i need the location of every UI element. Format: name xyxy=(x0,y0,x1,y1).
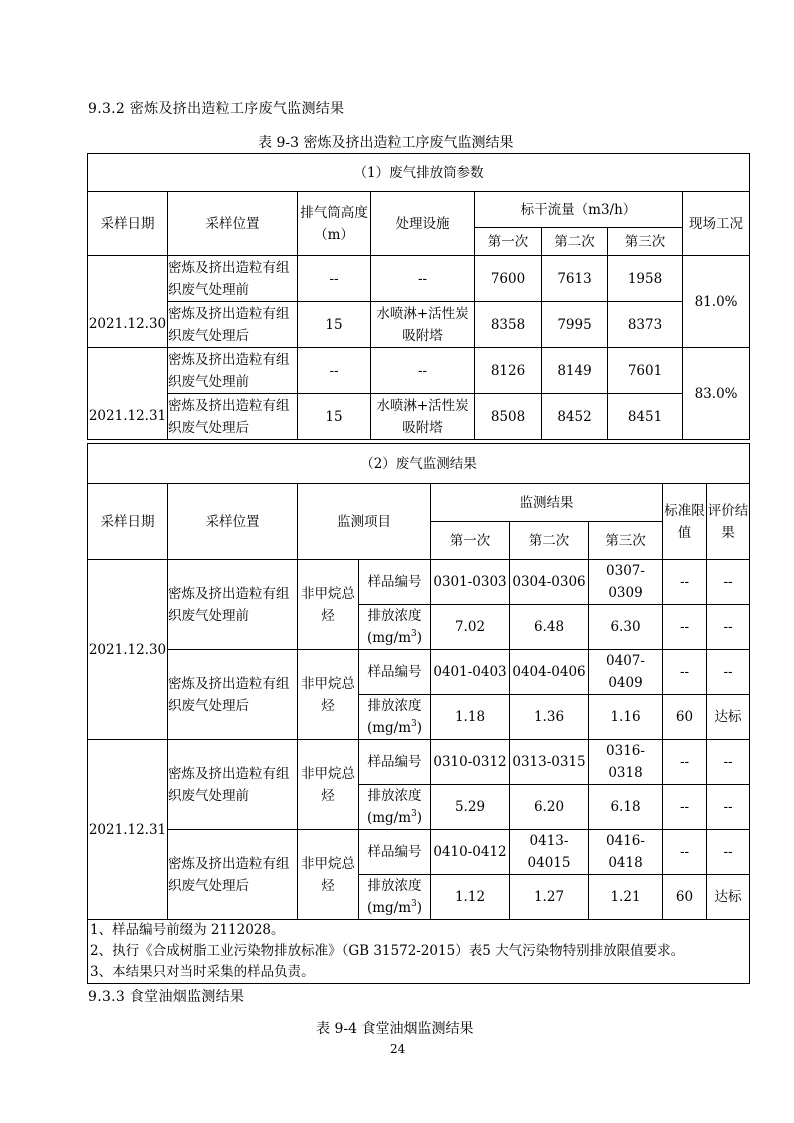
table-row xyxy=(88,348,750,394)
conc-label-text: 排放浓度 xyxy=(367,878,422,894)
conc-label-text: 排放浓度 xyxy=(367,698,422,714)
limit-cell: -- xyxy=(663,785,707,830)
conc-cell: 6.20 xyxy=(510,785,589,830)
limit-cell: 60 xyxy=(663,695,707,740)
header-run2: 第二次 xyxy=(542,228,608,256)
sample-no-cell: 0307-0309 xyxy=(589,560,663,605)
header-date: 采样日期 xyxy=(88,192,168,256)
height-cell: 15 xyxy=(298,302,371,348)
table-row xyxy=(88,650,750,695)
conc-unit: $(mg/m^3)$ xyxy=(366,629,423,646)
location-cell: 密炼及挤出造粒有组织废气处理前 xyxy=(168,348,298,394)
conc-cell: 6.48 xyxy=(510,605,589,650)
conc-cell: 6.18 xyxy=(589,785,663,830)
header-run1: 第一次 xyxy=(431,522,510,560)
conc-cell: 1.21 xyxy=(589,875,663,920)
table-row xyxy=(88,560,750,605)
flow-cell: 7601 xyxy=(608,348,683,394)
date-cell: 2021.12.30 xyxy=(88,256,168,348)
header-run3: 第三次 xyxy=(608,228,683,256)
sample-no-cell: 0416-0418 xyxy=(589,830,663,875)
sample-no-cell: 0413-04015 xyxy=(510,830,589,875)
sample-no-cell: 0304-0306 xyxy=(510,560,589,605)
sample-no-cell: 0401-0403 xyxy=(431,650,510,695)
sample-no-cell: 0301-0303 xyxy=(431,560,510,605)
flow-cell: 8508 xyxy=(475,394,542,440)
location-cell: 密炼及挤出造粒有组织废气处理前 xyxy=(168,740,298,830)
header-location: 采样位置 xyxy=(168,484,298,560)
conc-label-text: 排放浓度 xyxy=(367,788,422,804)
flow-cell: 8451 xyxy=(608,394,683,440)
eval-cell: -- xyxy=(707,785,750,830)
header-run1: 第一次 xyxy=(475,228,542,256)
flow-cell: 8149 xyxy=(542,348,608,394)
conc-cell: 1.18 xyxy=(431,695,510,740)
limit-cell: -- xyxy=(663,740,707,785)
eval-cell: -- xyxy=(707,560,750,605)
pollutant-cell: 非甲烷总烃 xyxy=(298,560,359,650)
facility-cell: 水喷淋+活性炭吸附塔 xyxy=(371,394,475,440)
table-notes xyxy=(88,920,750,984)
sample-no-cell: 0410-0412 xyxy=(431,830,510,875)
eval-cell: -- xyxy=(707,740,750,785)
eval-cell: -- xyxy=(707,830,750,875)
part1-title: （1）废气排放筒参数 xyxy=(88,154,750,192)
flow-cell: 8373 xyxy=(608,302,683,348)
sample-no-cell: 0316-0318 xyxy=(589,740,663,785)
eval-cell: 达标 xyxy=(707,695,750,740)
height-cell: 15 xyxy=(298,394,371,440)
note-item: 3、本结果只对当时采集的样品负责。 xyxy=(90,964,315,980)
notes-row xyxy=(88,920,750,984)
date-cell: 2021.12.31 xyxy=(88,348,168,440)
date-cell: 2021.12.31 xyxy=(88,740,168,920)
header-limit: 标准限值 xyxy=(663,484,707,560)
note-item: 2、执行《合成树脂工业污染物排放标准》（GB 31572-2015）表5 大气污染物特别排放限值要求。 xyxy=(90,943,685,959)
sample-no-cell: 0313-0315 xyxy=(510,740,589,785)
location-cell: 密炼及挤出造粒有组织废气处理前 xyxy=(168,256,298,302)
eval-cell: -- xyxy=(707,650,750,695)
conc-unit: $(mg/m^3)$ xyxy=(366,719,423,736)
conc-label xyxy=(359,875,431,920)
header-date: 采样日期 xyxy=(88,484,168,560)
conc-cell: 1.36 xyxy=(510,695,589,740)
sample-no-label: 样品编号 xyxy=(359,830,431,875)
header-facility: 处理设施 xyxy=(371,192,475,256)
table-row xyxy=(88,256,750,302)
flow-cell: 1958 xyxy=(608,256,683,302)
height-cell: -- xyxy=(298,256,371,302)
emission-results-table xyxy=(87,443,750,984)
flow-cell: 7600 xyxy=(475,256,542,302)
header-run2: 第二次 xyxy=(510,522,589,560)
facility-cell: -- xyxy=(371,256,475,302)
eval-cell: -- xyxy=(707,605,750,650)
facility-cell: 水喷淋+活性炭吸附塔 xyxy=(371,302,475,348)
sample-no-cell: 0404-0406 xyxy=(510,650,589,695)
conc-cell: 1.27 xyxy=(510,875,589,920)
location-cell: 密炼及挤出造粒有组织废气处理前 xyxy=(168,560,298,650)
location-cell: 密炼及挤出造粒有组织废气处理后 xyxy=(168,302,298,348)
conc-cell: 6.30 xyxy=(589,605,663,650)
condition-cell: 83.0% xyxy=(683,348,750,440)
conc-cell: 1.12 xyxy=(431,875,510,920)
sample-no-label: 样品编号 xyxy=(359,560,431,605)
table-caption-9-4: 表 9-4 食堂油烟监测结果 xyxy=(316,1021,474,1037)
eval-cell: 达标 xyxy=(707,875,750,920)
location-cell: 密炼及挤出造粒有组织废气处理后 xyxy=(168,394,298,440)
flow-cell: 8126 xyxy=(475,348,542,394)
flow-cell: 8358 xyxy=(475,302,542,348)
pollutant-cell: 非甲烷总烃 xyxy=(298,740,359,830)
table-caption-9-3: 表 9-3 密炼及挤出造粒工序废气监测结果 xyxy=(258,135,514,151)
location-cell: 密炼及挤出造粒有组织废气处理后 xyxy=(168,650,298,740)
sample-no-cell: 0407-0409 xyxy=(589,650,663,695)
location-cell: 密炼及挤出造粒有组织废气处理后 xyxy=(168,830,298,920)
table-row xyxy=(88,394,750,440)
date-cell: 2021.12.30 xyxy=(88,560,168,740)
conc-cell: 7.02 xyxy=(431,605,510,650)
conc-label xyxy=(359,785,431,830)
conc-cell: 5.29 xyxy=(431,785,510,830)
pollutant-cell: 非甲烷总烃 xyxy=(298,650,359,740)
limit-cell: -- xyxy=(663,830,707,875)
facility-cell: -- xyxy=(371,348,475,394)
limit-cell: -- xyxy=(663,605,707,650)
limit-cell: -- xyxy=(663,560,707,605)
page-number: 24 xyxy=(390,1042,406,1056)
conc-unit: $(mg/m^3)$ xyxy=(366,899,423,916)
conc-label xyxy=(359,605,431,650)
header-condition: 现场工况 xyxy=(683,192,750,256)
table-row xyxy=(88,740,750,785)
header-run3: 第三次 xyxy=(589,522,663,560)
conc-label-text: 排放浓度 xyxy=(367,608,422,624)
table-row xyxy=(88,302,750,348)
flow-cell: 7613 xyxy=(542,256,608,302)
sample-no-label: 样品编号 xyxy=(359,650,431,695)
header-location: 采样位置 xyxy=(168,192,298,256)
part2-title: （2）废气监测结果 xyxy=(88,444,750,484)
sample-no-cell: 0310-0312 xyxy=(431,740,510,785)
conc-cell: 1.16 xyxy=(589,695,663,740)
section-heading-932: 9.3.2 密炼及挤出造粒工序废气监测结果 xyxy=(88,101,345,117)
conc-label xyxy=(359,695,431,740)
header-item: 监测项目 xyxy=(298,484,431,560)
flow-cell: 8452 xyxy=(542,394,608,440)
pollutant-cell: 非甲烷总烃 xyxy=(298,830,359,920)
header-result: 监测结果 xyxy=(431,484,663,522)
header-flow: 标干流量（m3/h） xyxy=(475,192,683,228)
header-eval: 评价结果 xyxy=(707,484,750,560)
sample-no-label: 样品编号 xyxy=(359,740,431,785)
header-stack-height: 排气筒高度（m） xyxy=(298,192,371,256)
conc-unit: $(mg/m^3)$ xyxy=(366,809,423,826)
flow-cell: 7995 xyxy=(542,302,608,348)
limit-cell: -- xyxy=(663,650,707,695)
height-cell: -- xyxy=(298,348,371,394)
table-row xyxy=(88,830,750,875)
stack-parameters-table xyxy=(87,153,750,440)
condition-cell: 81.0% xyxy=(683,256,750,348)
note-item: 1、样品编号前缀为 2112028。 xyxy=(90,922,285,938)
limit-cell: 60 xyxy=(663,875,707,920)
section-heading-933: 9.3.3 食堂油烟监测结果 xyxy=(88,989,245,1005)
